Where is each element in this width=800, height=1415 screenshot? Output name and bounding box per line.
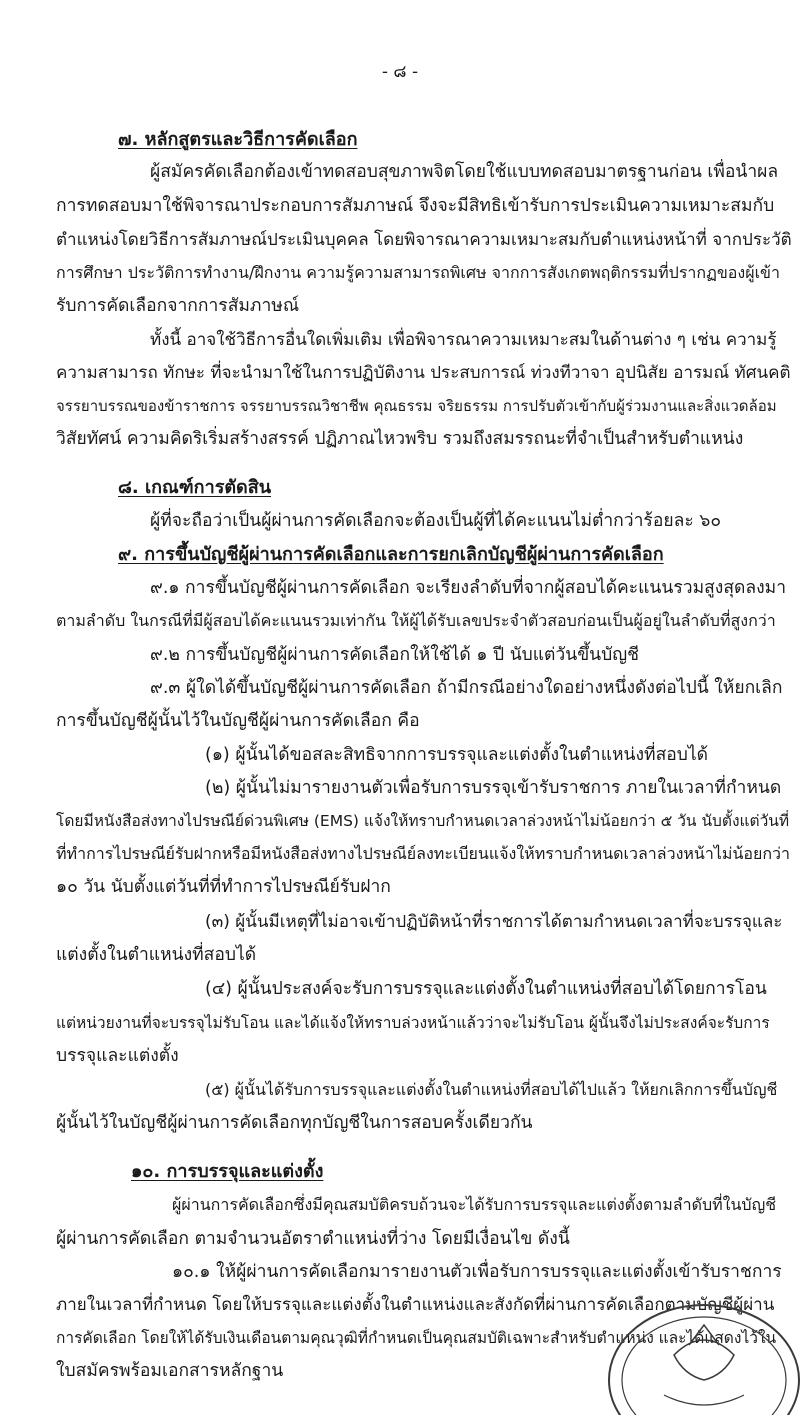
text-line: ใบสมัครพร้อมเอกสารหลักฐาน: [56, 1361, 284, 1381]
text-line: ทั้งนี้ อาจใช้วิธีการอื่นใดเพิ่มเติม เพื่อพิจารณาความเหมาะสมในด้านต่าง ๆ เช่น ความรู้: [150, 330, 777, 350]
text-line: ที่ทำการไปรษณีย์รับฝากหรือมีหนังสือส่งทางไปรษณีย์ลงทะเบียนแจ้งให้ทราบกำหนดเวลาล่วงหน้าไม่น้อยกว่า: [56, 844, 791, 863]
text-line: ผู้นั้นไว้ในบัญชีผู้ผ่านการคัดเลือกทุกบัญชีในการสอบครั้งเดียวกัน: [56, 1113, 533, 1133]
text-line: บรรจุและแต่งตั้ง: [56, 1046, 179, 1066]
text-line: การศึกษา ประวัติการทำงาน/ฝึกงาน ความรู้ความสามารถพิเศษ จากการสังเกตพฤติกรรมที่ปรากฏของผู้เข้า: [56, 263, 780, 282]
text-line: (๒) ผู้นั้นไม่มารายงานตัวเพื่อรับการบรรจุเข้ารับราชการ ภายในเวลาที่กำหนด: [205, 778, 782, 798]
text-line: ผู้ผ่านการคัดเลือกซึ่งมีคุณสมบัติครบถ้วนจะได้รับการบรรจุและแต่งตั้งตามลำดับที่ในบัญชี: [172, 1195, 777, 1214]
text-line: (๓) ผู้นั้นมีเหตุที่ไม่อาจเข้าปฏิบัติหน้าที่ราชการได้ตามกำหนดเวลาที่จะบรรจุและ: [205, 912, 783, 932]
text-line: โดยมีหนังสือส่งทางไปรษณีย์ด่วนพิเศษ (EMS) แจ้งให้ทราบกำหนดเวลาล่วงหน้าไม่น้อยกว่า ๕ วัน นับตั้งแต่วันที่: [56, 812, 790, 830]
section-heading: ๙. การขึ้นบัญชีผู้ผ่านการคัดเลือกและการยกเลิกบัญชีผู้ผ่านการคัดเลือก: [118, 544, 664, 565]
official-seal-stamp: [604, 1285, 800, 1415]
section-heading: ๘. เกณฑ์การตัดสิน: [118, 477, 272, 498]
text-line: การทดสอบมาใช้พิจารณาประกอบการสัมภาษณ์ จึงจะมีสิทธิเข้ารับการประเมินความเหมาะสมกับ: [56, 196, 775, 216]
text-line: ความสามารถ ทักษะ ที่จะนำมาใช้ในการปฏิบัติงาน ประสบการณ์ ท่วงทีวาจา อุปนิสัย อารมณ์ ทัศนคติ: [56, 363, 791, 383]
text-line: แต่งตั้งในตำแหน่งที่สอบได้: [56, 945, 257, 965]
text-line: รับการคัดเลือกจากการสัมภาษณ์: [56, 296, 300, 316]
section-heading: ๑๐. การบรรจุและแต่งตั้ง: [131, 1161, 324, 1182]
text-line: การขึ้นบัญชีผู้นั้นไว้ในบัญชีผู้ผ่านการคัดเลือก คือ: [56, 711, 420, 731]
text-line: ๑๐.๑ ให้ผู้ผ่านการคัดเลือกมารายงานตัวเพื่อรับการบรรจุและแต่งตั้งเข้ารับราชการ: [172, 1262, 782, 1282]
page-number: - ๘ -: [381, 62, 419, 82]
text-line: (๕) ผู้นั้นได้รับการบรรจุและแต่งตั้งในตำแหน่งที่สอบได้ไปแล้ว ให้ยกเลิกการขึ้นบัญชี: [205, 1080, 778, 1099]
text-line: ๙.๑ การขึ้นบัญชีผู้ผ่านการคัดเลือก จะเรียงลำดับที่จากผู้สอบได้คะแนนรวมสูงสุดลงมา: [150, 578, 787, 598]
text-line: จรรยาบรรณของข้าราชการ จรรยาบรรณวิชาชีพ คุณธรรม จริยธรรม การปรับตัวเข้ากับผู้ร่วมงานและสิ่งแวดล้อม: [56, 397, 777, 415]
text-line: วิสัยทัศน์ ความคิดริเริ่มสร้างสรรค์ ปฏิภาณไหวพริบ รวมถึงสมรรถนะที่จำเป็นสำหรับตำแหน่ง: [56, 429, 744, 449]
text-line: ภายในเวลาที่กำหนด โดยให้บรรจุและแต่งตั้งในตำแหน่งและสังกัดที่ผ่านการคัดเลือกตามบัญชีผู้ผ่าน: [56, 1295, 775, 1315]
text-line: ผู้สมัครคัดเลือกต้องเข้าทดสอบสุขภาพจิตโดยใช้แบบทดสอบมาตรฐานก่อน เพื่อนำผล: [150, 162, 779, 182]
text-line: ๑๐ วัน นับตั้งแต่วันที่ที่ทำการไปรษณีย์รับฝาก: [56, 877, 391, 897]
text-line: แต่หน่วยงานที่จะบรรจุไม่รับโอน และได้แจ้งให้ทราบล่วงหน้าแล้วว่าจะไม่รับโอน ผู้นั้นจึงไม่ประสงค์จะรับการ: [56, 1014, 770, 1032]
text-line: (๔) ผู้นั้นประสงค์จะรับการบรรจุและแต่งตั้งในตำแหน่งที่สอบได้โดยการโอน: [205, 979, 767, 999]
text-line: การคัดเลือก โดยให้ได้รับเงินเดือนตามคุณวุฒิที่กำหนดเป็นคุณสมบัติเฉพาะสำหรับตำแหน่ง และได้แสดงไว้ใน: [56, 1329, 777, 1347]
text-line: ๙.๒ การขึ้นบัญชีผู้ผ่านการคัดเลือกให้ใช้ได้ ๑ ปี นับแต่วันขึ้นบัญชี: [150, 645, 640, 665]
text-line: ตำแหน่งโดยวิธีการสัมภาษณ์ประเมินบุคคล โดยพิจารณาความเหมาะสมกับตำแหน่งหน้าที่ จากประวัติ: [56, 230, 792, 250]
text-line: ตามลำดับ ในกรณีที่มีผู้สอบได้คะแนนรวมเท่ากัน ให้ผู้ได้รับเลขประจำตัวสอบก่อนเป็นผู้อยู่ในลำดับที่สูงกว่า: [56, 611, 776, 630]
text-line: ผู้ผ่านการคัดเลือก ตามจำนวนอัตราตำแหน่งที่ว่าง โดยมีเงื่อนไข ดังนี้: [56, 1229, 570, 1249]
text-line: ผู้ที่จะถือว่าเป็นผู้ผ่านการคัดเลือกจะต้องเป็นผู้ที่ได้คะแนนไม่ต่ำกว่าร้อยละ ๖๐: [150, 511, 722, 531]
text-line: ๙.๓ ผู้ใดได้ขึ้นบัญชีผู้ผ่านการคัดเลือก ถ้ามีกรณีอย่างใดอย่างหนึ่งดังต่อไปนี้ ให้ยกเลิก: [150, 678, 783, 698]
section-heading: ๗. หลักสูตรและวิธีการคัดเลือก: [118, 129, 358, 150]
text-line: (๑) ผู้นั้นได้ขอสละสิทธิจากการบรรจุและแต่งตั้งในตำแหน่งที่สอบได้: [205, 745, 709, 765]
